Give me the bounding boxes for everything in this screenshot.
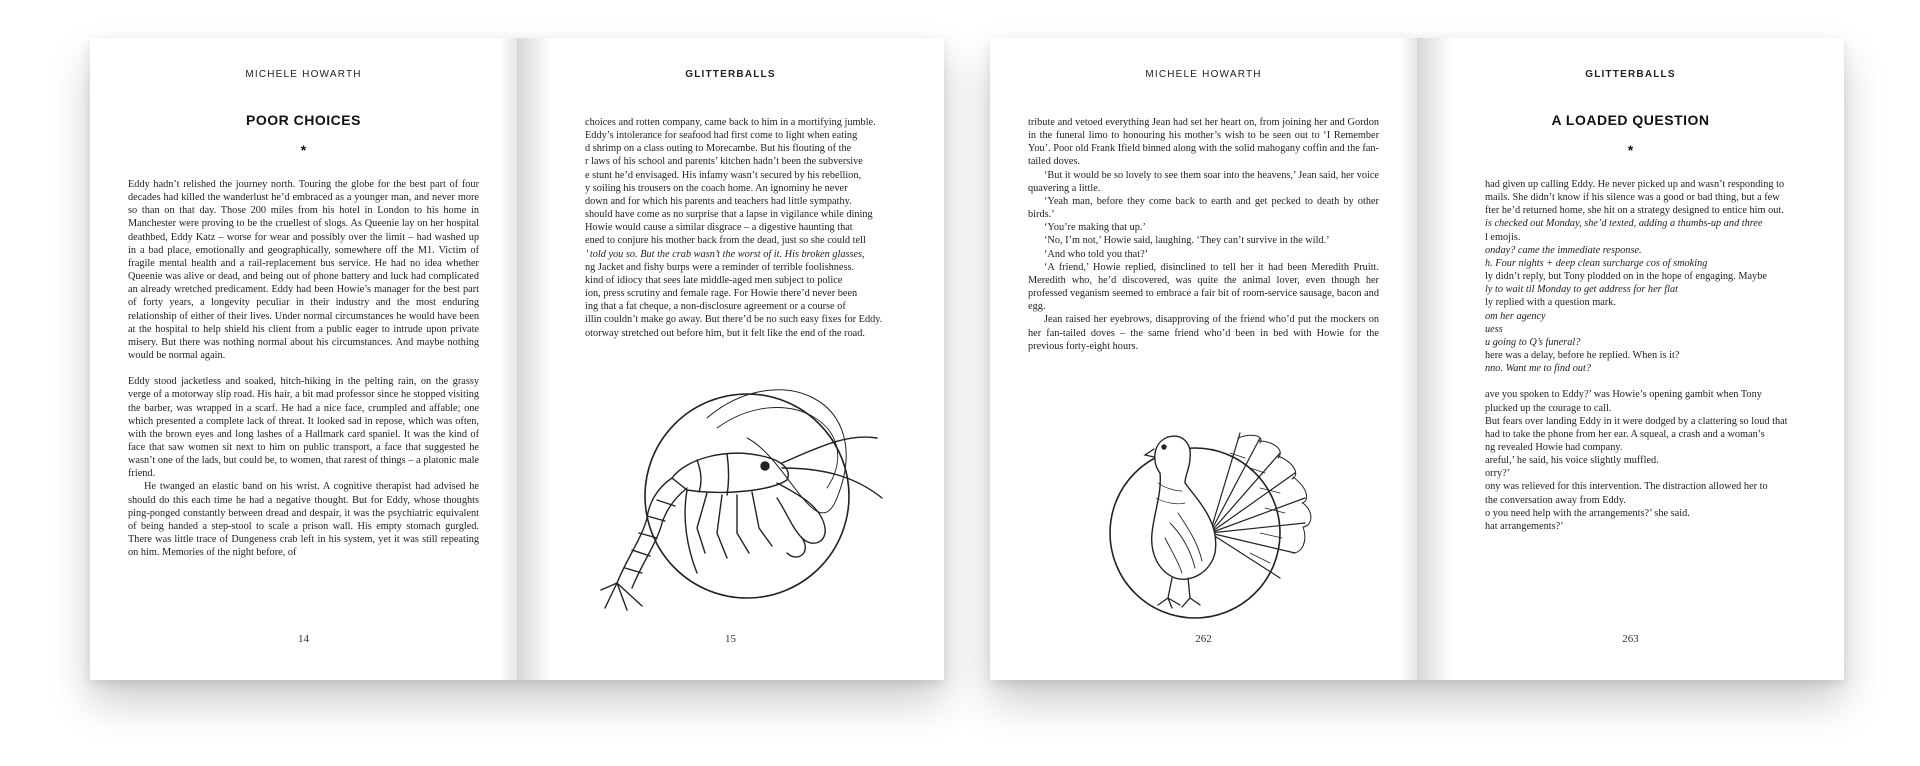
text-line: uess: [1485, 323, 1503, 335]
running-head-title: GLITTERBALLS: [685, 69, 776, 80]
text-line: hat arrangements?’: [1485, 520, 1564, 532]
running-head-author: MICHELE HOWARTH: [245, 69, 362, 80]
text-line: illin couldn’t make go away. But there’d be no such easy fixes for Eddy.: [585, 314, 883, 326]
text-line: plucked up the courage to call.: [1485, 402, 1612, 414]
paragraph: ‘You’re making that up.’: [1044, 222, 1146, 234]
paragraph: ‘Yeah man, before they come back to earth and get pecked to death by other birds.’: [1028, 195, 1379, 221]
text-line: ly to wait til Monday to get address for her flat: [1485, 284, 1678, 296]
paragraph: Eddy hadn’t relished the journey north. Touring the globe for the best part of four decades had killed the wanderlust he’d embraced as a younger man, and never more so than on that day. Those 200 miles from his hotel in London to his home in Manchester were proving to be the cruellest of slogs. As Queenie lay on her hospital deathbed, Eddy Katz – worse for wear and possibly over the limit – had washed up in a bad place, emotionally and geographically, somewhere off the M1. Victim of fragile mental health and a rail-replacement bus service. He had no idea whether Queenie was alive or dead, and being out of phone battery and luck had complicated an already wretched predicament. Eddy had been Howie’s manager for the best part of forty years, a longevity peculiar in their industry and the most enduring relationship of either of their lives. Under normal circumstances he would have been at the hospital to help shield his client from a public eager to intrude upon private misery. But there was nothing normal about his circumstances. And maybe nothing would be normal again.: [128, 179, 479, 362]
page-262-body: [1028, 116, 1379, 353]
text-line: e stunt he’d envisaged. His infamy wasn’t secured by his rebellion,: [585, 169, 862, 181]
text-line: l emojis.: [1485, 231, 1521, 243]
running-head-author: MICHELE HOWARTH: [1145, 69, 1262, 80]
text-line: had given up calling Eddy. He never picked up and wasn’t responding to: [1485, 179, 1785, 190]
text-line: down and for which his parents and teachers had little sympathy.: [585, 195, 852, 207]
book-spread-pages-14-15: [90, 38, 944, 680]
text-line: u going to Q’s funeral?: [1485, 336, 1581, 348]
page-14-body: [128, 178, 479, 559]
text-line: ony was relieved for this intervention. The distraction allowed her to: [1485, 481, 1768, 493]
chapter-title: POOR CHOICES: [246, 112, 361, 128]
page-number: 15: [725, 633, 736, 645]
text-line: ng revealed Howie had company.: [1485, 441, 1623, 453]
text-line: o you need help with the arrangements?’ she said.: [1485, 507, 1690, 519]
text-line: ly didn’t reply, but Tony plodded on in the hope of engaging. Maybe: [1485, 271, 1767, 283]
paragraph: ‘But it would be so lovely to see them soar into the heavens,’ Jean said, her voice quavering a little.: [1028, 169, 1379, 194]
text-line: areful,’ he said, his voice slightly muffled.: [1485, 455, 1659, 467]
text-line: should have come as no surprise that a lapse in vigilance while dining: [585, 209, 873, 221]
paragraph: Eddy stood jacketless and soaked, hitch-hiking in the pelting rain, on the grassy verge of a motorway slip road. His hair, a bit mad professor since he stopped visiting the barber, was wrapped in a scarf. He had a nice face, crumpled and affable; one which presented a complete lack of threat. It looked sad in repose, which was often, with the brown eyes and long lashes of a Hallmark card spaniel. It was the kind of face that saw women sit next to him on public transport, a face that suggested he wasn’t one of the lads, but could be, to women, that rarest of things – a platonic male friend.: [128, 376, 479, 480]
dove-illustration: [1090, 413, 1320, 623]
text-line: otorway stretched out before him, but it felt like the end of the road.: [585, 327, 865, 339]
lobster-illustration: [587, 378, 887, 618]
page-number: 14: [298, 633, 309, 645]
page-263: [1417, 38, 1844, 680]
text-line: choices and rotten company, came back to him in a mortifying jumble.: [585, 117, 876, 128]
text-line: But fears over landing Eddy in it were dodged by a clattering so loud that: [1485, 415, 1788, 427]
page-263-body: [1485, 178, 1830, 533]
text-line: fter he’d returned home, she hit on a strategy designed to entice him out.: [1485, 205, 1784, 217]
chapter-title: A LOADED QUESTION: [1551, 112, 1710, 128]
text-line: ly replied with a question mark.: [1485, 297, 1616, 309]
text-line: Howie would cause a similar disgrace – a digestive haunting that: [585, 222, 853, 234]
running-head-title: GLITTERBALLS: [1585, 69, 1676, 80]
paragraph: Jean raised her eyebrows, disapproving of the friend who’d put the mockers on her fan-tailed doves – the same friend who’d been in bed with Howie for the previous forty-eight hours.: [1028, 314, 1379, 352]
text-line: is checked out Monday, she’d texted, adding a thumbs-up and three: [1485, 218, 1763, 230]
page-15-body: [585, 116, 930, 340]
paragraph: ‘And who told you that?’: [1044, 248, 1149, 260]
paragraph: He twanged an elastic band on his wrist. A cognitive therapist had advised he should do this each time he had a negative thought. But for Eddy, whose thoughts ping-ponged constantly between dread and despair, it was the psychiatric equivalent of being handed a step-stool to scale a prison wall. His empty stomach gurgled. There was little trace of Dungeness crab left in his system, yet it was still repeating on him. Memories of the night before, of: [128, 481, 479, 559]
chapter-ornament: *: [1627, 142, 1634, 158]
page-14: [90, 38, 517, 680]
text-line: onday? came the immediate response.: [1485, 244, 1642, 256]
book-spread-pages-262-263: [990, 38, 1844, 680]
text-line: kind of idiocy that sees late middle-aged men subject to police: [585, 274, 843, 286]
text-line: d shrimp on a class outing to Morecambe. But his flouting of the: [585, 143, 852, 155]
text-line: Eddy’s intolerance for seafood had first come to light when eating: [585, 130, 858, 142]
text-line: y soiling his trousers on the coach home. An ignominy he never: [585, 182, 848, 194]
text-line: ng Jacket and fishy burps were a reminder of terrible foolishness.: [585, 261, 855, 273]
paragraph: tribute and vetoed everything Jean had set her heart on, from joining her and Gordon in the funeral limo to honouring his mother’s wish to be seen out to ‘I Remember You’. Poor old Frank Ifield binned along with the solid mahogany coffin and the fan-tailed doves.: [1028, 117, 1379, 168]
text-line: om her agency: [1485, 310, 1546, 322]
text-line: mails. She didn’t know if his silence was a good or bad thing, but a few: [1485, 192, 1780, 204]
text-line: ened to conjure his mother back from the dead, just so she could tell: [585, 235, 866, 247]
text-line: nno. Want me to find out?: [1485, 363, 1592, 375]
text-line: had to take the phone from her ear. A squeal, a crash and a woman’s: [1485, 428, 1765, 440]
text-line: h. Four nights + deep clean surcharge cos of smoking: [1485, 257, 1708, 269]
page-number: 262: [1195, 633, 1212, 645]
text-line: ave you spoken to Eddy?’ was Howie’s opening gambit when Tony: [1485, 389, 1762, 401]
text-line: [1485, 375, 1830, 388]
page-number: 263: [1622, 633, 1639, 645]
text-line: ion, press scrutiny and female rage. For Howie there’d never been: [585, 288, 858, 300]
text-line: orry?’: [1485, 468, 1511, 480]
page-15: [517, 38, 944, 680]
text-line: r laws of his school and parents’ kitchen hadn’t been the subversive: [585, 156, 863, 168]
page-262: [990, 38, 1417, 680]
text-line: ’ told you so. But the crab wasn’t the worst of it. His broken glasses,: [585, 248, 865, 260]
text-line: here was a delay, before he replied. When is it?: [1485, 350, 1680, 362]
text-line: the conversation away from Eddy.: [1485, 494, 1626, 506]
paragraph: ‘A friend,’ Howie replied, disinclined to tell her it had been Meredith Pruitt. Meredith who, he’d discovered, was quite the animal lover, even though her professed veganism seemed to embrace a fair bit of room-service sausage, bacon and egg.: [1028, 261, 1379, 313]
chapter-ornament: *: [300, 142, 307, 158]
paragraph: ‘No, I’m not,’ Howie said, laughing. ‘They can’t survive in the wild.’: [1044, 235, 1330, 247]
text-line: ing that a fat cheque, a non-disclosure agreement or a course of: [585, 301, 846, 313]
